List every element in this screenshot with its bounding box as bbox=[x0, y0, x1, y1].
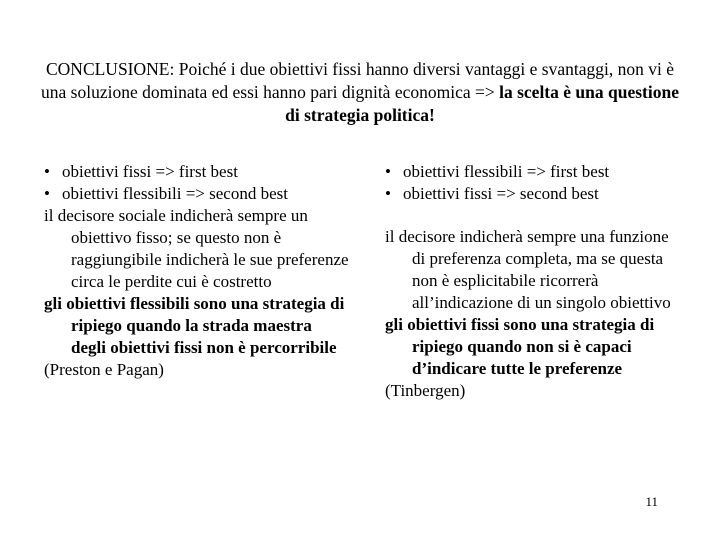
bullet-icon: • bbox=[385, 162, 391, 181]
spacer bbox=[385, 205, 685, 226]
title-lead: CONCLUSIONE: bbox=[46, 59, 175, 79]
left-bullet-1 bbox=[44, 161, 349, 183]
bullet-icon: • bbox=[44, 184, 50, 203]
right-column bbox=[385, 161, 685, 402]
left-paragraph: il decisore sociale indicherà sempre un obiettivo fisso; se questo non è raggiungibile indicherà le sue preferenze circa le perdite cui è costretto bbox=[44, 206, 349, 291]
page-number: 11 bbox=[645, 494, 658, 509]
right-bullet-1 bbox=[385, 161, 685, 183]
left-bullet-2-text: obiettivi flessibili => second best bbox=[62, 184, 288, 203]
right-bold-paragraph: gli obiettivi fissi sono una strategia di ripiego quando non si è capaci d’indicare tutte le preferenze bbox=[385, 315, 655, 378]
right-bullet-2-text: obiettivi fissi => second best bbox=[403, 184, 599, 203]
right-paragraph: il decisore indicherà sempre una funzione di preferenza completa, ma se questa non è esplicitabile ricorrerà all’indicazione di un singolo obiettivo bbox=[385, 227, 671, 312]
right-bullet-1-text: obiettivi flessibili => first best bbox=[403, 162, 610, 181]
left-bullet-1-text: obiettivi fissi => first best bbox=[62, 162, 238, 181]
right-citation: (Tinbergen) bbox=[385, 381, 466, 400]
title-text: Poiché i due obiettivi fissi hanno diversi vantaggi e svantaggi, non vi è una soluzione dominata ed essi hanno pari dignità economica => bbox=[41, 59, 674, 102]
right-bullet-2 bbox=[385, 183, 685, 205]
left-column bbox=[44, 161, 349, 381]
title-emphasis: la scelta è una questione di strategia politica! bbox=[285, 82, 679, 125]
bullet-icon: • bbox=[44, 162, 50, 181]
left-bullet-2 bbox=[44, 183, 349, 205]
slide-title bbox=[40, 58, 680, 127]
bullet-icon: • bbox=[385, 184, 391, 203]
left-citation: (Preston e Pagan) bbox=[44, 360, 164, 379]
left-bold-paragraph: gli obiettivi flessibili sono una strategia di ripiego quando la strada maestra degli obiettivi fissi non è percorribile bbox=[44, 294, 345, 357]
